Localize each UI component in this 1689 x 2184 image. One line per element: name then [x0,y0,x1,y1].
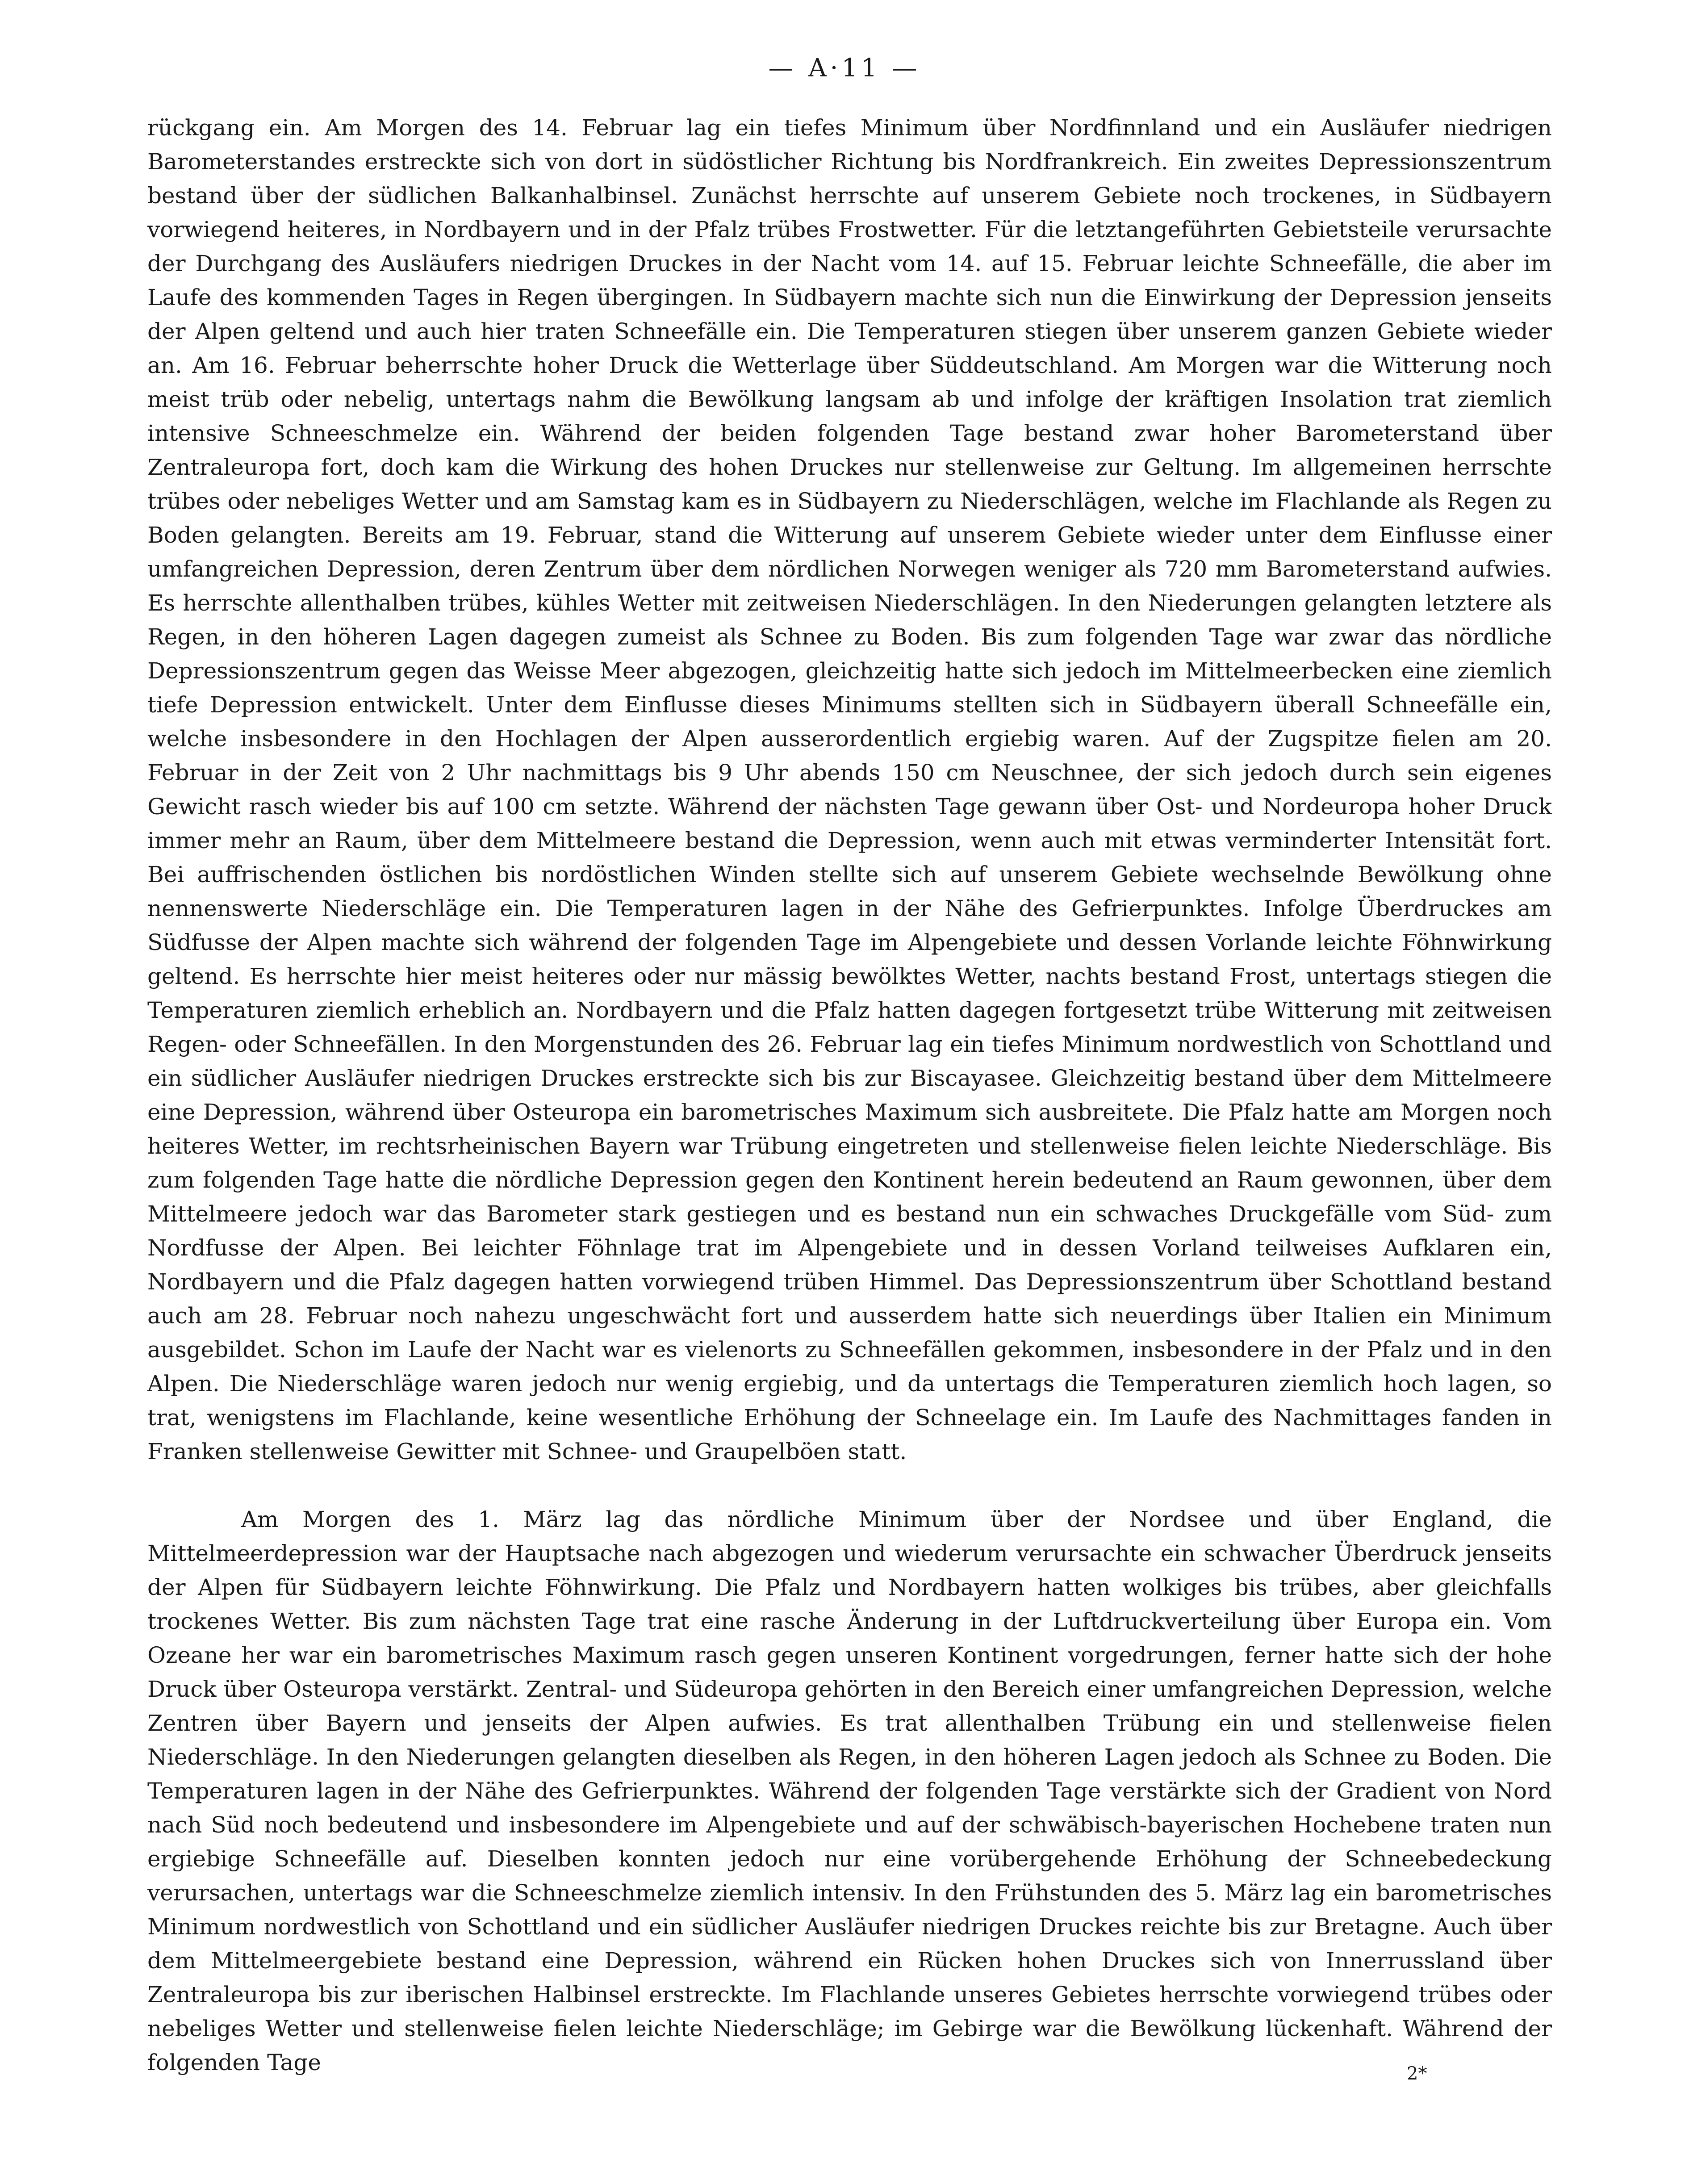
signature-mark-text: 2* [1407,2063,1427,2084]
paragraph-february: rückgang ein. Am Morgen des 14. Februar lag ein tiefes Minimum über Nordfinnland und ein Ausläufer niedrigen Barometerstandes erstreckte sich von dort in südöstlicher Richtung bis Nordfrankreich. Ein zweites Depressionszentrum bestand über der südlichen Balkanhalbinsel. Zunächst herrschte auf unserem Gebiete noch trockenes, in Südbayern vorwiegend heiteres, in Nordbayern und in der Pfalz trübes Frostwetter. Für die letztangeführten Gebietsteile verursachte der Durchgang des Ausläufers niedrigen Druckes in der Nacht vom 14. auf 15. Februar leichte Schneefälle, die aber im Laufe des kommenden Tages in Regen übergingen. In Südbayern machte sich nun die Einwirkung der Depression jenseits der Alpen geltend und auch hier traten Schneefälle ein. Die Temperaturen stiegen über unserem ganzen Gebiete wieder an. Am 16. Februar beherrschte hoher Druck die Wetterlage über Süddeutschland. Am Morgen war die Witterung noch meist trüb oder nebelig, untertags nahm die Bewölkung langsam ab und infolge der kräftigen Insolation trat ziemlich intensive Schneeschmelze ein. Während der beiden folgenden Tage bestand zwar hoher Barometerstand über Zentraleuropa fort, doch kam die Wirkung des hohen Druckes nur stellenweise zur Geltung. Im allgemeinen herrschte trübes oder nebeliges Wetter und am Samstag kam es in Südbayern zu Niederschlägen, welche im Flachlande als Regen zu Boden gelangten. Bereits am 19. Februar, stand die Witterung auf unserem Gebiete wieder unter dem Einflusse einer umfangreichen Depression, deren Zentrum über dem nördlichen Norwegen weniger als 720 mm Barometerstand aufwies. Es herrschte allenthalben trübes, kühles Wetter mit zeitweisen Niederschlägen. In den Niederungen gelangten letztere als Regen, in den höheren Lagen dagegen zumeist als Schnee zu Boden. Bis zum folgenden Tage war zwar das nördliche Depressionszentrum gegen das Weisse Meer abgezogen, gleichzeitig hatte sich jedoch im Mittelmeerbecken eine ziemlich tiefe Depression entwickelt. Unter dem Einflusse dieses Minimums stellten sich in Südbayern überall Schneefälle ein, welche insbesondere in den Hochlagen der Alpen ausserordentlich ergiebig waren. Auf der Zugspitze fielen am 20. Februar in der Zeit von 2 Uhr nachmittags bis 9 Uhr abends 150 cm Neuschnee, der sich jedoch durch sein eigenes Gewicht rasch wieder bis auf 100 cm setzte. Während der nächsten Tage gewann über Ost- und Nordeuropa hoher Druck immer mehr an Raum, über dem Mittelmeere bestand die Depression, wenn auch mit etwas verminderter Intensität fort. Bei auffrischenden östlichen bis nordöstlichen Winden stellte sich auf unserem Gebiete wechselnde Bewölkung ohne nennenswerte Niederschläge ein. Die Temperaturen lagen in der Nähe des Gefrierpunktes. Infolge Überdruckes am Südfusse der Alpen machte sich während der folgenden Tage im Alpengebiete und dessen Vorlande leichte Föhnwirkung geltend. Es herrschte hier meist heiteres oder nur mässig bewölktes Wetter, nachts bestand Frost, untertags stiegen die Temperaturen ziemlich erheblich an. Nordbayern und die Pfalz hatten dagegen fortgesetzt trübe Witterung mit zeitweisen Regen- oder Schneefällen. In den Morgenstunden des 26. Februar lag ein tiefes Minimum nordwestlich von Schottland und ein südlicher Ausläufer niedrigen Druckes erstreckte sich bis zur Biscayasee. Gleichzeitig bestand über dem Mittelmeere eine Depression, während über Osteuropa ein barometrisches Maximum sich ausbreitete. Die Pfalz hatte am Morgen noch heiteres Wetter, im rechtsrheinischen Bayern war Trübung eingetreten und stellenweise fielen leichte Niederschläge. Bis zum folgenden Tage hatte die nördliche Depression gegen den Kontinent herein bedeutend an Raum gewonnen, über dem Mittelmeere jedoch war das Barometer stark gestiegen und es bestand nun ein schwaches Druckgefälle vom Süd- zum Nordfusse der Alpen. Bei leichter Föhnlage trat im Alpengebiete und in dessen Vorland teilweises Aufklaren ein, Nordbayern und die Pfalz dagegen hatten vorwiegend trüben Himmel. Das Depressionszentrum über Schottland bestand auch am 28. Februar noch nahezu ungeschwächt fort und ausserdem hatte sich neuerdings über Italien ein Minimum ausgebildet. Schon im Laufe der Nacht war es vielenorts zu Schneefällen gekommen, insbesondere in der Pfalz und in den Alpen. Die Niederschläge waren jedoch nur wenig ergiebig, und da untertags die Temperaturen ziemlich hoch lagen, so trat, wenigstens im Flachlande, keine wesentliche Erhöhung der Schneelage ein. Im Laufe des Nachmittages fanden in Franken stellenweise Gewitter mit Schnee- und Graupelböen statt. [147,115,1552,1464]
page-number: — A·11 — [768,54,921,83]
paragraph-march: Am Morgen des 1. März lag das nördliche Minimum über der Nordsee und über England, die Mittelmeerdepression war der Hauptsache nach abgezogen und wiederum verursachte ein schwacher Überdruck jenseits der Alpen für Südbayern leichte Föhnwirkung. Die Pfalz und Nordbayern hatten wolkiges bis trübes, aber gleichfalls trockenes Wetter. Bis zum nächsten Tage trat eine rasche Änderung in der Luftdruckverteilung über Europa ein. Vom Ozeane her war ein barometrisches Maximum rasch gegen unseren Kontinent vorgedrungen, ferner hatte sich der hohe Druck über Osteuropa verstärkt. Zentral- und Südeuropa gehörten in den Bereich einer umfangreichen Depression, welche Zentren über Bayern und jenseits der Alpen aufwies. Es trat allenthalben Trübung ein und stellenweise fielen Niederschläge. In den Niederungen gelangten dieselben als Regen, in den höheren Lagen jedoch als Schnee zu Boden. Die Temperaturen lagen in der Nähe des Gefrierpunktes. Während der folgenden Tage verstärkte sich der Gradient von Nord nach Süd noch bedeutend und insbesondere im Alpengebiete und auf der schwäbisch-bayerischen Hochebene traten nun ergiebige Schneefälle auf. Dieselben konnten jedoch nur eine vorübergehende Erhöhung der Schneebedeckung verursachen, untertags war die Schneeschmelze ziemlich intensiv. In den Frühstunden des 5. März lag ein barometrisches Minimum nordwestlich von Schottland und ein südlicher Ausläufer niedrigen Druckes reichte bis zur Bretagne. Auch über dem Mittelmeergebiete bestand eine Depression, während ein Rücken hohen Druckes sich von Innerrussland über Zentraleuropa bis zur iberischen Halbinsel erstreckte. Im Flachlande unseres Gebietes herrschte vorwiegend trübes oder nebeliges Wetter und stellenweise fielen leichte Niederschläge; im Gebirge war die Bewölkung lückenhaft. Während der folgenden Tage [147,1506,1552,2075]
page-header [0,54,1689,83]
signature-mark [1407,2063,1427,2084]
body-text [147,111,1552,2079]
